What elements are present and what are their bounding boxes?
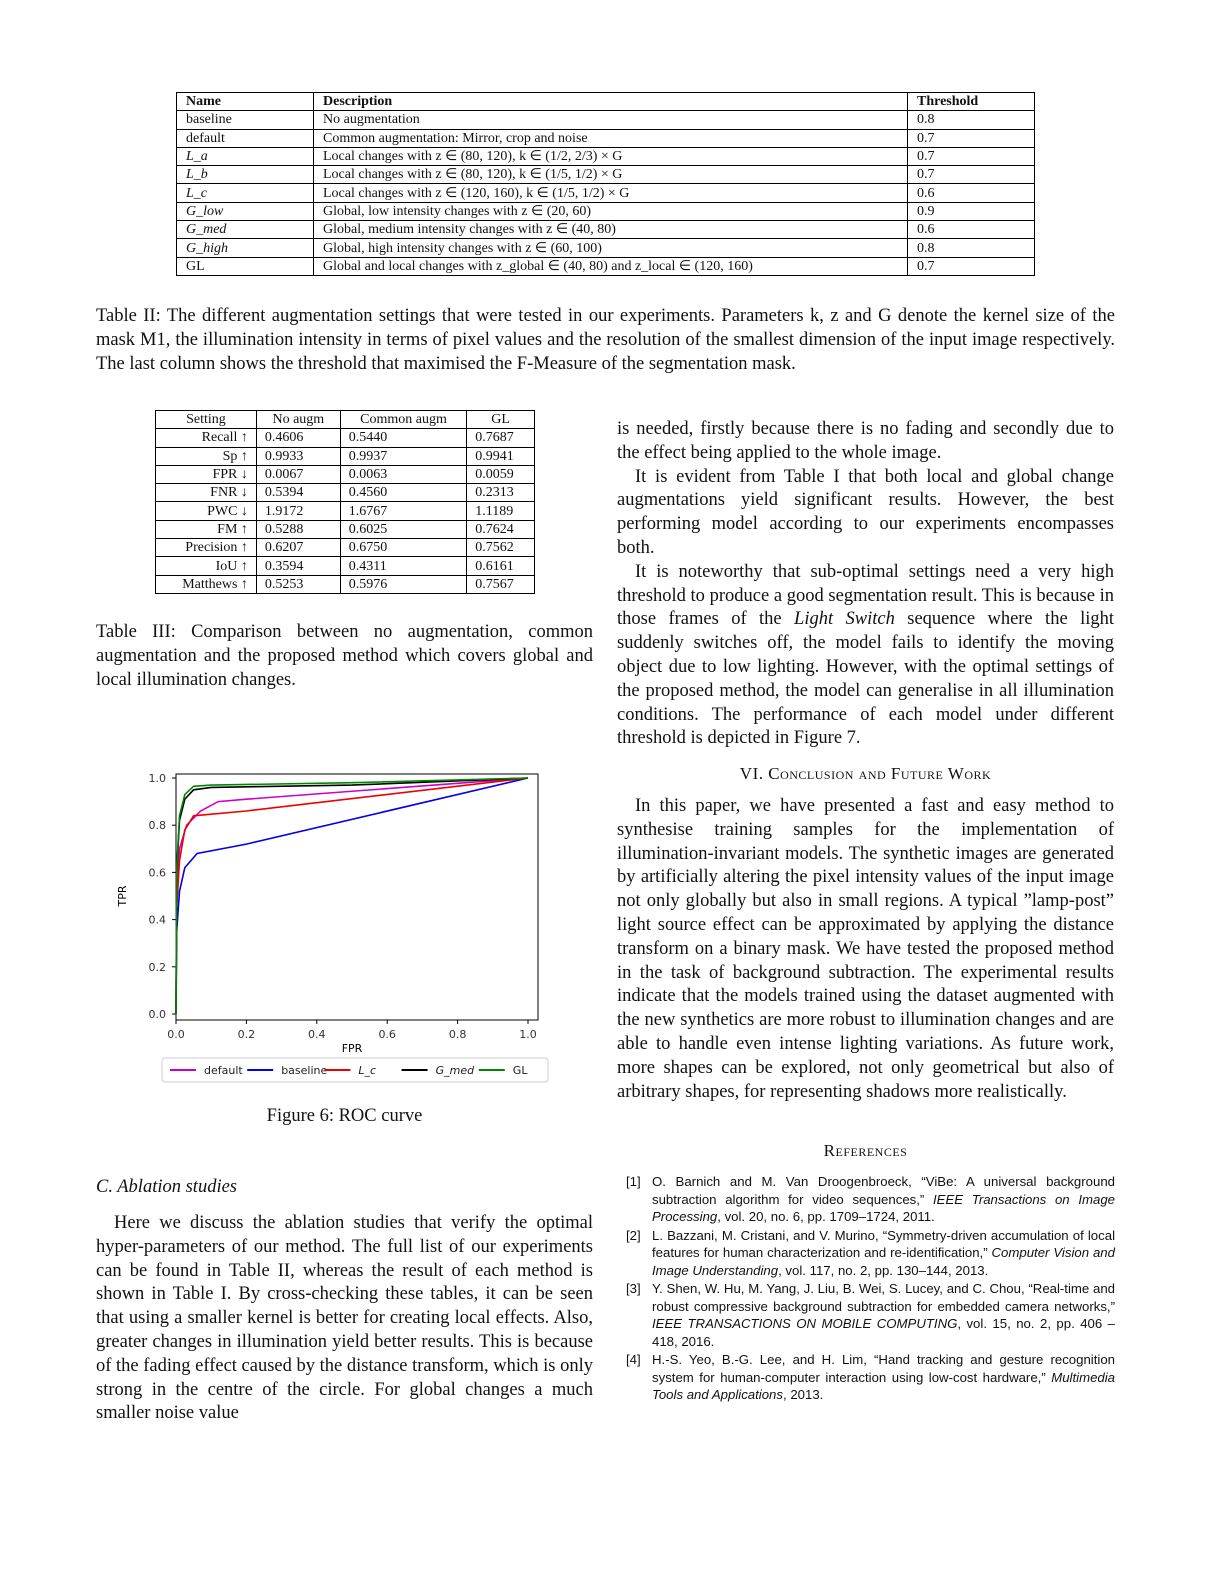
table-cell: 0.0063 — [340, 465, 467, 483]
y-tick-label: 0.0 — [148, 1008, 166, 1021]
table-row — [156, 539, 535, 557]
table-row — [177, 166, 1035, 184]
reference-item — [626, 1173, 1115, 1226]
table-cell: Recall ↑ — [156, 429, 257, 447]
table-cell: FPR ↓ — [156, 465, 257, 483]
table-cell: 0.6207 — [256, 539, 340, 557]
reference-item — [626, 1351, 1115, 1404]
x-tick-label: 0.0 — [167, 1028, 185, 1041]
table-cell: Local changes with z ∈ (80, 120), k ∈ (1/2, 2/3) × G — [314, 147, 908, 165]
table-cell: Global, low intensity changes with z ∈ (20, 60) — [314, 202, 908, 220]
legend-label: G_med — [435, 1064, 475, 1077]
table-ii — [176, 92, 1035, 276]
table-header-row — [177, 93, 1035, 111]
paragraph: is needed, firstly because there is no fading and secondly due to the effect being applied to the whole image. — [617, 419, 1114, 463]
x-tick-label: 0.2 — [237, 1028, 256, 1041]
table-cell: 0.9 — [908, 202, 1035, 220]
table-row — [156, 429, 535, 447]
table-cell: baseline — [177, 111, 314, 129]
table-cell: L_a — [177, 147, 314, 165]
table-cell: 0.6 — [908, 184, 1035, 202]
table-cell: 0.7567 — [467, 575, 535, 593]
table-cell: 0.7 — [908, 166, 1035, 184]
table-row — [156, 502, 535, 520]
y-tick-label: 0.4 — [148, 913, 166, 927]
reference-number: [4] — [626, 1352, 641, 1367]
reference-venue: Multimedia Tools and Applications — [652, 1369, 1115, 1402]
table-row — [156, 484, 535, 502]
table-row — [177, 111, 1035, 129]
table-cell: 0.8 — [908, 111, 1035, 129]
table-cell: FM ↑ — [156, 520, 257, 538]
reference-text: , vol. 117, no. 2, pp. 130–144, 2013. — [778, 1262, 989, 1278]
right-column-text — [617, 418, 1114, 751]
table-header-cell: Description — [314, 93, 908, 111]
paragraph: It is evident from Table I that both local and global change augmentations yield significant results. However, the best performing model according to our experiments encompasses both. — [617, 466, 1114, 558]
table-cell: 0.4311 — [340, 557, 467, 575]
reference-number: [3] — [626, 1281, 641, 1296]
table-row — [177, 129, 1035, 147]
section-heading: C. Ablation studies — [96, 1177, 237, 1197]
table-cell: 0.6025 — [340, 520, 467, 538]
figure-caption: Figure 6: ROC curve — [266, 1106, 423, 1126]
legend-label: L_c — [358, 1064, 377, 1077]
table-header-cell: GL — [467, 411, 535, 429]
table-row — [177, 202, 1035, 220]
section-c-body — [96, 1212, 593, 1426]
table-cell: Precision ↑ — [156, 539, 257, 557]
table-cell: 0.7562 — [467, 539, 535, 557]
table-cell: 0.9933 — [256, 447, 340, 465]
y-tick-label: 1.0 — [148, 772, 166, 785]
legend-label: baseline — [281, 1064, 328, 1077]
table-cell: 0.3594 — [256, 557, 340, 575]
table-cell: 0.5976 — [340, 575, 467, 593]
table-header-cell: Threshold — [908, 93, 1035, 111]
reference-text: O. Barnich and M. Van Droogenbroeck, “ViBe: A universal background subtraction algorithm for video sequences,” — [652, 1174, 1115, 1207]
text-run: sequence where the light suddenly switches off, the model fails to identify the moving object due to low lighting. However, with the optimal settings of the proposed method, the model can generalise in all illumination conditions. The performance of each model under different threshold is depicted in Figure 7. — [617, 609, 1114, 749]
table-row — [177, 239, 1035, 257]
table-header-cell: Setting — [156, 411, 257, 429]
table-iii-caption: Table III: Comparison between no augmentation, common augmentation and the proposed method which covers global and local illumination changes. — [96, 622, 593, 690]
table-row — [177, 184, 1035, 202]
table-cell: 1.1189 — [467, 502, 535, 520]
table-cell: 0.2313 — [467, 484, 535, 502]
table-cell: 0.6 — [908, 221, 1035, 239]
table-row — [156, 575, 535, 593]
table-cell: 1.6767 — [340, 502, 467, 520]
legend-label: default — [204, 1064, 243, 1077]
table-cell: PWC ↓ — [156, 502, 257, 520]
table-cell: Local changes with z ∈ (120, 160), k ∈ (1/5, 1/2) × G — [314, 184, 908, 202]
x-tick-label: 0.8 — [448, 1028, 467, 1041]
table-cell: G_low — [177, 202, 314, 220]
table-cell: GL — [177, 257, 314, 275]
table-cell: Global, high intensity changes with z ∈ (60, 100) — [314, 239, 908, 257]
paragraph: In this paper, we have presented a fast and easy method to synthesise training samples for the implementation of illumination-invariant models. The synthetic images are generated by artificially altering the pixel intensity values of the input image not only globally but also in small regions. A typical ”lamp-post” light source effect can be approximated by applying the distance transform on a binary mask. We have tested the proposed method in the task of background subtraction. The experimental results indicate that the models trained using the dataset augmented with the new synthetics are more robust to illumination changes and are able to handle even intense lighting variations. As future work, more shapes can be explored, not only geometrical but also of arbitrary shapes, for representing shadows more realistically. — [617, 796, 1114, 1102]
table-cell: 0.0067 — [256, 465, 340, 483]
paragraph — [617, 561, 1114, 751]
table-iii — [155, 410, 535, 594]
y-tick-label: 0.2 — [148, 960, 166, 974]
table-cell: 0.7 — [908, 129, 1035, 147]
reference-text: H.-S. Yeo, B.-G. Lee, and H. Lim, “Hand tracking and gesture recognition system for human-computer interaction using low-cost hardware,” — [652, 1352, 1115, 1385]
table-cell: L_b — [177, 166, 314, 184]
y-axis-label: TPR — [116, 885, 129, 907]
section-heading: VI. Conclusion and Future Work — [739, 764, 992, 783]
table-row — [156, 557, 535, 575]
table-row — [156, 447, 535, 465]
table-cell: 0.8 — [908, 239, 1035, 257]
series-line-l-c — [176, 778, 528, 1014]
reference-number: [1] — [626, 1174, 641, 1189]
table-cell: G_high — [177, 239, 314, 257]
emphasis: Light Switch — [794, 609, 895, 630]
table-cell: 0.7 — [908, 147, 1035, 165]
table-cell: 0.9937 — [340, 447, 467, 465]
table-row — [156, 520, 535, 538]
table-header-cell: No augm — [256, 411, 340, 429]
table-cell: 0.4606 — [256, 429, 340, 447]
x-tick-label: 0.4 — [308, 1028, 326, 1041]
table-cell: Sp ↑ — [156, 447, 257, 465]
table-row — [156, 465, 535, 483]
table-cell: Global and local changes with z_global ∈ (40, 80) and z_local ∈ (120, 160) — [314, 257, 908, 275]
table-cell: Common augmentation: Mirror, crop and noise — [314, 129, 908, 147]
y-tick-label: 0.6 — [148, 866, 166, 880]
table-cell: IoU ↑ — [156, 557, 257, 575]
conclusion-body — [617, 795, 1114, 1104]
table-cell: 0.5440 — [340, 429, 467, 447]
references-heading: References — [823, 1141, 908, 1160]
x-axis-label: FPR — [341, 1042, 363, 1055]
table-cell: Matthews ↑ — [156, 575, 257, 593]
table-cell: Global, medium intensity changes with z ∈ (40, 80) — [314, 221, 908, 239]
reference-item — [626, 1227, 1115, 1280]
reference-text: , vol. 20, no. 6, pp. 1709–1724, 2011. — [717, 1209, 935, 1224]
table-cell: 1.9172 — [256, 502, 340, 520]
reference-venue: IEEE TRANSACTIONS ON MOBILE COMPUTING — [652, 1316, 958, 1331]
table-cell: 0.7687 — [467, 429, 535, 447]
table-ii-caption: Table II: The different augmentation settings that were tested in our experiments. Parameters k, z and G denote the kernel size of the mask M1, the illumination intensity in terms of pixel values and the resolution of the smallest dimension of the input image respectively. The last column shows the threshold that maximised the F-Measure of the segmentation mask. — [96, 306, 1115, 374]
reference-venue: IEEE Transactions on Image Processing — [652, 1191, 1115, 1224]
reference-text: , vol. 15, no. 2, pp. 406 – 418, 2016. — [652, 1316, 1115, 1349]
table-row — [177, 221, 1035, 239]
table-cell: Local changes with z ∈ (80, 120), k ∈ (1/5, 1/2) × G — [314, 166, 908, 184]
table-header-row — [156, 411, 535, 429]
table-cell: default — [177, 129, 314, 147]
table-cell: 0.5288 — [256, 520, 340, 538]
table-cell: No augmentation — [314, 111, 908, 129]
table-header-cell: Name — [177, 93, 314, 111]
table-cell: 0.9941 — [467, 447, 535, 465]
plot-frame — [176, 774, 538, 1020]
table-cell: 0.7624 — [467, 520, 535, 538]
roc-chart — [110, 760, 560, 1100]
legend-label: GL — [512, 1064, 528, 1077]
table-cell: G_med — [177, 221, 314, 239]
table-cell: 0.0059 — [467, 465, 535, 483]
text-run: It is noteworthy that sub-optimal settings need a very high threshold to produce a good segmentation result. This is because in those frames of the — [617, 561, 1114, 630]
reference-number: [2] — [626, 1227, 641, 1243]
table-row — [177, 257, 1035, 275]
table-cell: L_c — [177, 184, 314, 202]
table-cell: 0.5394 — [256, 484, 340, 502]
reference-text: Y. Shen, W. Hu, M. Yang, J. Liu, B. Wei, S. Lucey, and C. Chou, “Real-time and robust compressive background subtraction for embedded camera networks,” — [652, 1281, 1115, 1314]
table-cell: 0.5253 — [256, 575, 340, 593]
table-cell: 0.6750 — [340, 539, 467, 557]
table-cell: 0.4560 — [340, 484, 467, 502]
y-tick-label: 0.8 — [148, 819, 166, 833]
reference-text: , 2013. — [783, 1387, 824, 1402]
x-tick-label: 1.0 — [519, 1028, 537, 1041]
reference-text: L. Bazzani, M. Cristani, and V. Murino, “Symmetry-driven accumulation of local features for human characterization and re-identification,” — [652, 1227, 1115, 1260]
paragraph: Here we discuss the ablation studies that verify the optimal hyper-parameters of our method. The full list of our experiments can be found in Table II, whereas the result of each method is shown in Table I. By cross-checking these tables, it can be seen that using a smaller kernel is better for creating local effects. Also, greater changes in illumination yield better results. This is because of the fading effect caused by the distance transform, which is only strong in the centre of the circle. For global changes a much smaller noise value — [96, 1213, 593, 1424]
reference-item — [626, 1280, 1115, 1350]
reference-venue: Computer Vision and Image Understanding — [652, 1245, 1115, 1278]
x-tick-label: 0.6 — [378, 1028, 396, 1041]
references-list — [626, 1173, 1115, 1405]
table-cell: 0.7 — [908, 257, 1035, 275]
table-header-cell: Common augm — [340, 411, 467, 429]
table-cell: FNR ↓ — [156, 484, 257, 502]
table-cell: 0.6161 — [467, 557, 535, 575]
table-row — [177, 147, 1035, 165]
